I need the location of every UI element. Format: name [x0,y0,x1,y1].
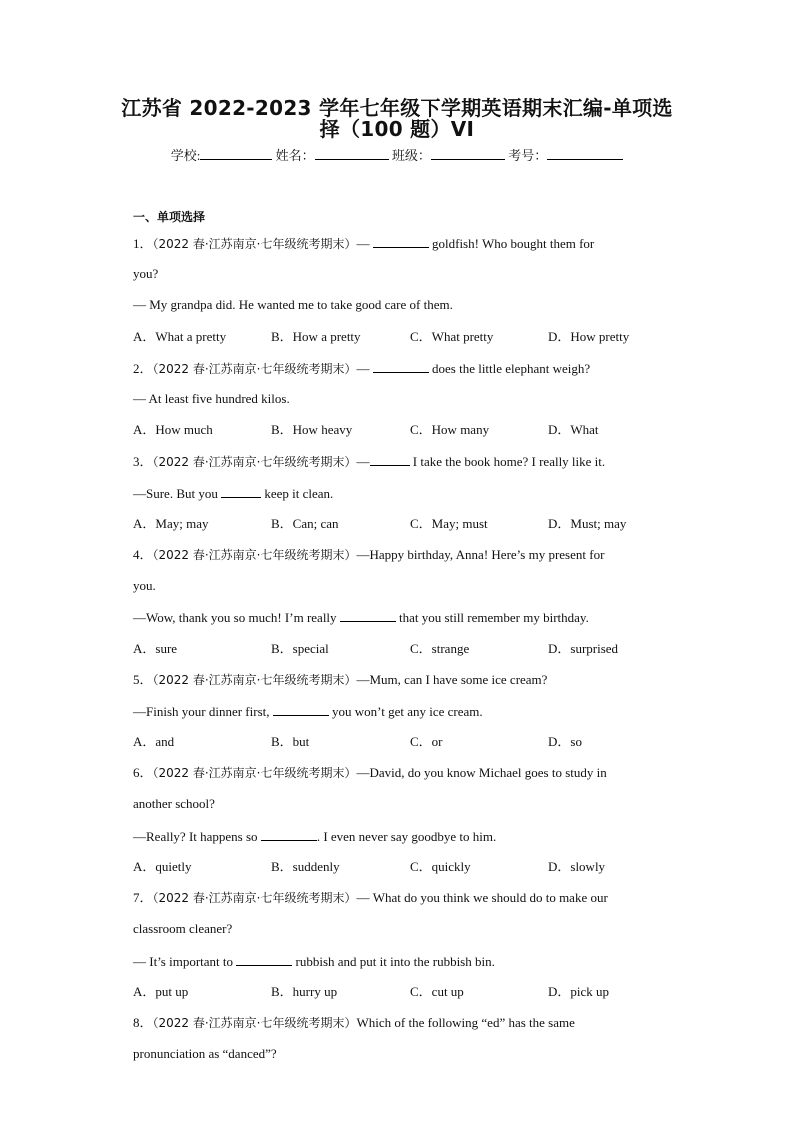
question-6-reply: —Really? It happens so . I even never say goodbye to him. [133,829,497,844]
section-heading: 一、单项选择 [133,210,206,224]
question-1-stem: 1．（2022 春·江苏南京·七年级统考期末）— goldfish! Who bought them for [133,236,595,251]
answer-blank [221,485,261,498]
question-2-stem: 2．（2022 春·江苏南京·七年级统考期末）— does the little elephant weigh? [133,361,591,376]
question-5-option-b[interactable]: B．but [271,734,310,749]
answer-blank [236,953,292,966]
question-7-option-b[interactable]: B．hurry up [271,984,338,999]
question-3-option-b[interactable]: B．Can; can [271,516,339,531]
name-blank [315,147,389,160]
question-7-stem-cont: classroom cleaner? [133,921,233,936]
school-blank [200,147,272,160]
question-2-option-c[interactable]: C．How many [410,422,490,437]
exam-number-blank [547,147,623,160]
class-blank [431,147,505,160]
question-8-stem-cont: pronunciation as “danced”? [133,1046,277,1061]
question-4-option-d[interactable]: D．surprised [548,641,619,656]
question-6-option-d[interactable]: D．slowly [548,859,606,874]
answer-blank [273,703,329,716]
question-3-option-c[interactable]: C．May; must [410,516,488,531]
question-3-reply: —Sure. But you keep it clean. [133,486,334,501]
question-7-reply: — It’s important to rubbish and put it into the rubbish bin. [133,954,495,969]
question-1-option-a[interactable]: A．What a pretty [133,329,227,344]
school-label: 学校: [170,148,201,163]
question-3-option-d[interactable]: D．Must; may [548,516,627,531]
question-6-option-c[interactable]: C．quickly [410,859,471,874]
question-2-option-a[interactable]: A．How much [133,422,213,437]
exam-number-label: 考号： [508,148,548,163]
question-6-stem-cont: another school? [133,796,215,811]
question-7-option-c[interactable]: C．cut up [410,984,464,999]
document-title-line-1: 江苏省 2022-2023 学年七年级下学期英语期末汇编-单项选 [121,96,673,120]
question-8-stem: 8．（2022 春·江苏南京·七年级统考期末）Which of the following “ed” has the same [133,1015,575,1030]
question-4-option-b[interactable]: B．special [271,641,329,656]
question-6-option-b[interactable]: B．suddenly [271,859,340,874]
question-4-reply: —Wow, thank you so much! I’m really that you still remember my birthday. [133,610,589,625]
question-2-reply: — At least five hundred kilos. [133,391,290,406]
question-2-option-d[interactable]: D．What [548,422,599,437]
answer-blank [261,828,317,841]
question-1-option-c[interactable]: C．What pretty [410,329,494,344]
question-6-option-a[interactable]: A．quietly [133,859,192,874]
question-4-stem: 4．（2022 春·江苏南京·七年级统考期末）—Happy birthday, Anna! Here’s my present for [133,547,605,562]
answer-blank [373,235,429,248]
question-3-option-a[interactable]: A．May; may [133,516,209,531]
question-5-reply: —Finish your dinner first, you won’t get any ice cream. [133,704,483,719]
document-title-line-2: 择（100 题）VI [319,117,475,141]
answer-blank [373,360,429,373]
answer-blank [340,609,396,622]
question-4-option-c[interactable]: C．strange [410,641,470,656]
student-info-row [0,145,794,164]
question-5-option-a[interactable]: A．and [133,734,175,749]
question-1-option-b[interactable]: B．How a pretty [271,329,361,344]
question-1-stem-cont: you? [133,266,159,281]
question-7-option-d[interactable]: D．pick up [548,984,610,999]
class-label: 班级： [391,148,431,163]
question-4-stem-cont: you. [133,578,156,593]
question-4-option-a[interactable]: A．sure [133,641,178,656]
answer-blank [370,453,410,466]
question-5-option-d[interactable]: D．so [548,734,582,749]
question-5-stem: 5．（2022 春·江苏南京·七年级统考期末）—Mum, can I have some ice cream? [133,672,548,687]
question-1-reply: — My grandpa did. He wanted me to take good care of them. [133,297,453,312]
question-1-option-d[interactable]: D．How pretty [548,329,630,344]
question-7-stem: 7．（2022 春·江苏南京·七年级统考期末）— What do you think we should do to make our [133,890,608,905]
question-2-option-b[interactable]: B．How heavy [271,422,353,437]
question-5-option-c[interactable]: C．or [410,734,443,749]
question-3-stem: 3．（2022 春·江苏南京·七年级统考期末）— I take the book home? I really like it. [133,454,606,469]
question-6-stem: 6．（2022 春·江苏南京·七年级统考期末）—David, do you know Michael goes to study in [133,765,607,780]
question-7-option-a[interactable]: A．put up [133,984,189,999]
name-label: 姓名： [275,148,315,163]
